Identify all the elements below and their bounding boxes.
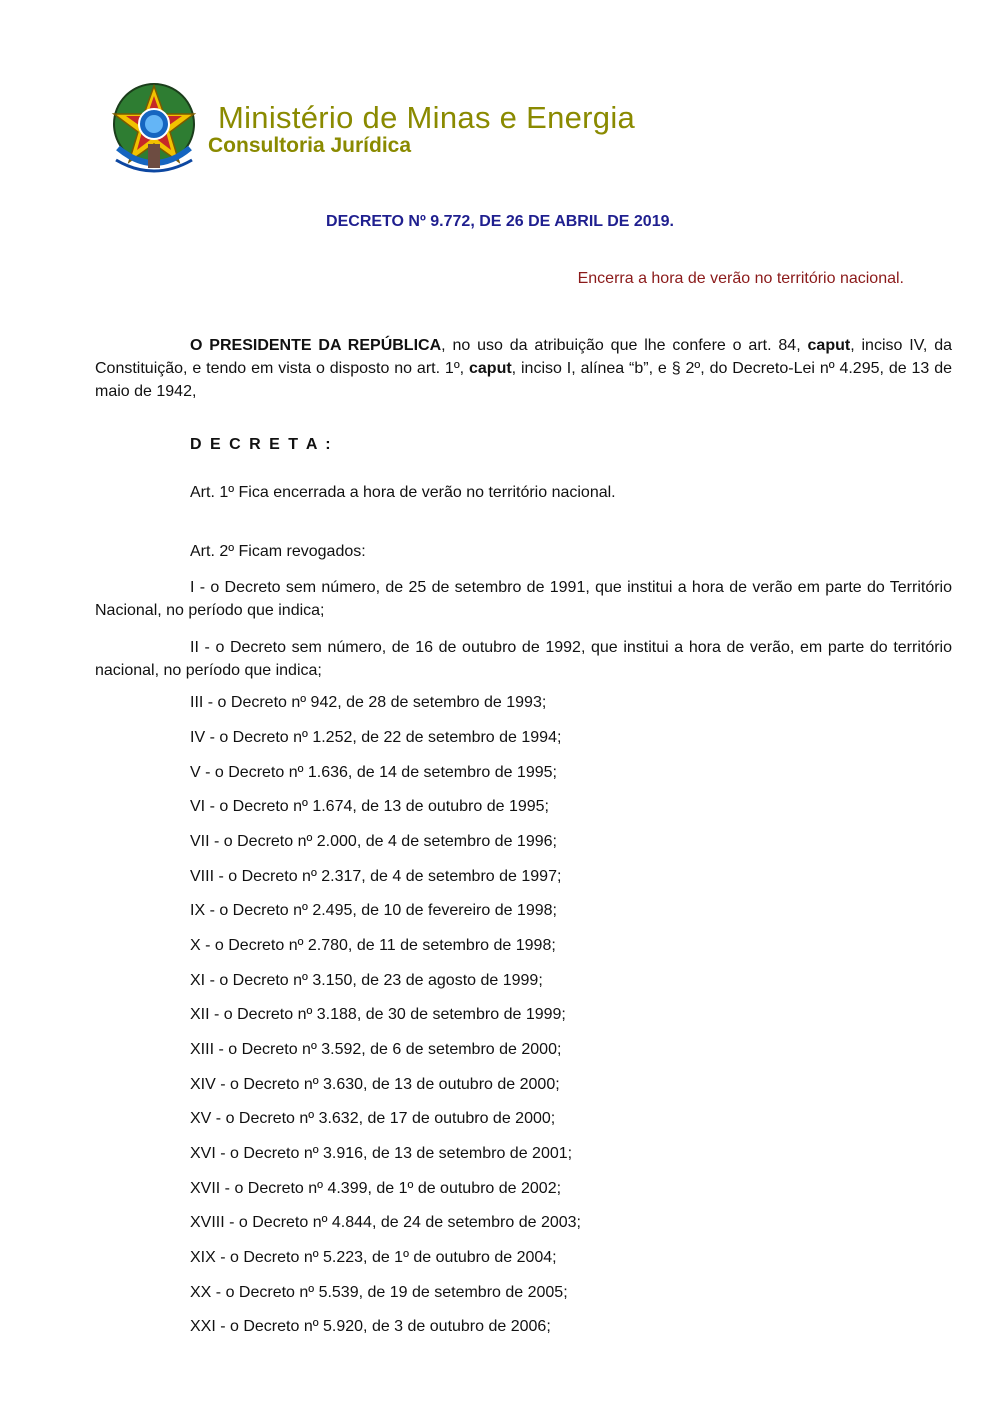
revoked-item: XX - o Decreto nº 5.539, de 19 de setembro de 2005;: [190, 1284, 568, 1301]
revoked-item: IX - o Decreto nº 2.495, de 10 de fevereiro de 1998;: [190, 902, 557, 919]
revoked-item: VIII - o Decreto nº 2.317, de 4 de setembro de 1997;: [190, 868, 562, 885]
preamble-caput-2: caput: [469, 360, 512, 377]
coat-of-arms-icon: [108, 82, 200, 176]
revoked-item: XIX - o Decreto nº 5.223, de 1º de outubro de 2004;: [190, 1249, 557, 1266]
article-1: Art. 1º Fica encerrada a hora de verão no território nacional.: [190, 484, 616, 501]
revoked-item: XIV - o Decreto nº 3.630, de 13 de outubro de 2000;: [190, 1076, 560, 1093]
revoked-item: XVIII - o Decreto nº 4.844, de 24 de setembro de 2003;: [190, 1214, 581, 1231]
preamble-text-1: , no uso da atribuição que lhe confere o art. 84,: [441, 337, 808, 354]
ministry-name: Ministério de Minas e Energia: [218, 100, 636, 135]
revoked-item: XIII - o Decreto nº 3.592, de 6 de setembro de 2000;: [190, 1041, 562, 1058]
revoked-item: XXI - o Decreto nº 5.920, de 3 de outubro de 2006;: [190, 1318, 551, 1335]
preamble-caput-1: caput: [807, 337, 851, 354]
revoked-item: X - o Decreto nº 2.780, de 11 de setembro de 1998;: [190, 937, 556, 954]
revoked-item: VII - o Decreto nº 2.000, de 4 de setembro de 1996;: [190, 833, 557, 850]
preamble: [95, 334, 952, 403]
preamble-text-2: , inciso IV, da Constituição, e tendo em vista o disposto no art. 1º,: [95, 337, 953, 377]
revoked-item: XVII - o Decreto nº 4.399, de 1º de outubro de 2002;: [190, 1180, 562, 1197]
revoked-item: XV - o Decreto nº 3.632, de 17 de outubro de 2000;: [190, 1110, 556, 1127]
revoked-item-long: I - o Decreto sem número, de 25 de setembro de 1991, que institui a hora de verão em parte do Território Nacional, no período que indica;: [95, 579, 952, 619]
decree-title: DECRETO Nº 9.772, DE 26 DE ABRIL DE 2019.: [326, 213, 674, 230]
revoked-item: V - o Decreto nº 1.636, de 14 de setembro de 1995;: [190, 764, 557, 781]
revoked-item: III - o Decreto nº 942, de 28 de setembro de 1993;: [190, 694, 547, 711]
decree-ementa: Encerra a hora de verão no território nacional.: [577, 270, 904, 287]
article-2: Art. 2º Ficam revogados:: [190, 543, 366, 560]
preamble-text-3: , inciso I, alínea “b”, e § 2º, do Decreto-Lei nº 4.295, de 13 de maio de 1942,: [95, 360, 952, 400]
preamble-subject: O PRESIDENTE DA REPÚBLICA: [190, 337, 442, 354]
revoked-item: IV - o Decreto nº 1.252, de 22 de setembro de 1994;: [190, 729, 562, 746]
revoked-item: XVI - o Decreto nº 3.916, de 13 de setembro de 2001;: [190, 1145, 573, 1162]
revoked-item-long: II - o Decreto sem número, de 16 de outubro de 1992, que institui a hora de verão, em parte do território nacional, no período que indica;: [95, 639, 952, 679]
revoked-item: VI - o Decreto nº 1.674, de 13 de outubro de 1995;: [190, 798, 549, 815]
revoked-item: XII - o Decreto nº 3.188, de 30 de setembro de 1999;: [190, 1006, 566, 1023]
letterhead: [108, 80, 708, 180]
department-name: Consultoria Jurídica: [208, 134, 412, 157]
revoked-item: XI - o Decreto nº 3.150, de 23 de agosto de 1999;: [190, 972, 543, 989]
decreta-heading: D E C R E T A :: [190, 436, 333, 453]
